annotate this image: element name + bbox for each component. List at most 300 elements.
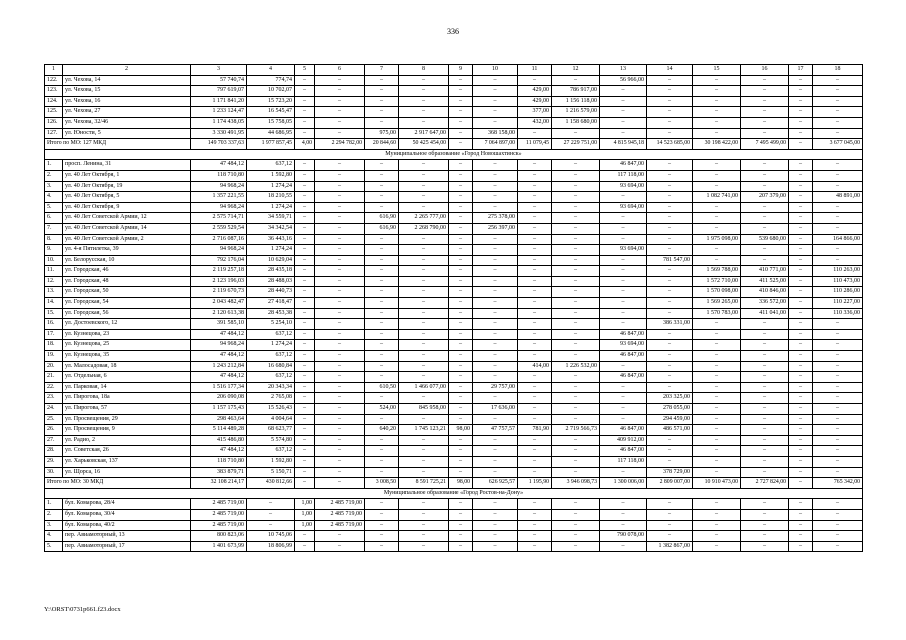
value-cell: – [741,96,789,107]
value-cell: – [295,170,315,181]
total-row [45,478,863,489]
column-number-cell: 16 [741,65,789,76]
value-cell: – [813,245,863,256]
value-cell: – [473,372,518,383]
value-cell: 47 484,12 [191,329,247,340]
value-cell: – [295,382,315,393]
value-cell: – [399,117,449,128]
value-cell: 15 526,43 [247,404,295,415]
value-cell: – [813,170,863,181]
column-number-cell: 1 [45,65,63,76]
value-cell: 20 343,34 [247,382,295,393]
value-cell: – [600,520,647,531]
row-number-cell: 17. [45,329,63,340]
value-cell: – [647,86,693,97]
value-cell: – [741,202,789,213]
value-cell: – [813,435,863,446]
value-cell: 432,00 [518,117,552,128]
value-cell: 275 378,00 [473,213,518,224]
table-row [45,541,863,552]
value-cell: – [741,160,789,171]
value-cell: – [518,170,552,181]
page-number: 336 [447,27,459,36]
value-cell: – [789,75,813,86]
value-cell: – [518,213,552,224]
value-cell: 47 484,12 [191,351,247,362]
value-cell: – [789,298,813,309]
value-cell: – [789,329,813,340]
value-cell: – [473,329,518,340]
value-cell: – [741,456,789,467]
value-cell: – [399,520,449,531]
value-cell: – [399,234,449,245]
value-cell: – [600,287,647,298]
value-cell: 117 118,00 [600,170,647,181]
value-cell: 118 710,80 [191,170,247,181]
value-cell: 539 680,00 [741,234,789,245]
value-cell: – [647,372,693,383]
value-cell: 1 975 098,00 [693,234,741,245]
value-cell: – [315,128,365,139]
address-cell: ул. 40 Лет Октября, 9 [63,202,191,213]
value-cell: 1 401 673,99 [191,541,247,552]
value-cell: – [365,117,399,128]
address-cell: ул. Чехова, 16 [63,96,191,107]
value-cell: 47 484,12 [191,446,247,457]
value-cell: – [789,541,813,552]
row-number-cell: 126. [45,117,63,128]
value-cell: – [295,128,315,139]
value-cell: – [647,435,693,446]
total-value-cell: 149 703 337,63 [191,139,247,150]
value-cell: – [315,340,365,351]
value-cell: – [741,117,789,128]
value-cell: 16 545,47 [247,107,295,118]
value-cell: – [449,96,473,107]
value-cell: – [552,266,600,277]
value-cell: – [813,128,863,139]
table-row [45,234,863,245]
value-cell: – [647,223,693,234]
value-cell: – [449,467,473,478]
value-cell: 2 268 790,00 [399,223,449,234]
row-number-cell: 4. [45,192,63,203]
address-cell: ул. Пирогова, 18а [63,393,191,404]
value-cell: 2 120 613,38 [191,308,247,319]
value-cell: – [600,255,647,266]
value-cell: – [295,160,315,171]
value-cell: 68 623,77 [247,425,295,436]
value-cell: 294 459,00 [647,414,693,425]
row-number-cell: 29. [45,456,63,467]
value-cell: – [600,308,647,319]
value-cell: – [600,213,647,224]
total-value-cell: 1 300 006,00 [600,478,647,489]
value-cell: 207 379,00 [741,192,789,203]
value-cell: – [473,467,518,478]
value-cell: – [693,170,741,181]
value-cell: – [399,509,449,520]
table-row [45,319,863,330]
value-cell: – [647,382,693,393]
value-cell: 1 158 680,00 [552,117,600,128]
value-cell: – [789,361,813,372]
value-cell: 94 968,24 [191,202,247,213]
value-cell: 637,12 [247,351,295,362]
value-cell: – [365,414,399,425]
value-cell: – [789,425,813,436]
value-cell: 637,12 [247,160,295,171]
value-cell: – [473,96,518,107]
value-cell: – [647,351,693,362]
value-cell: – [647,128,693,139]
value-cell: – [741,435,789,446]
value-cell: – [552,499,600,510]
value-cell: – [399,298,449,309]
column-number-cell: 18 [813,65,863,76]
value-cell: 16 680,84 [247,361,295,372]
value-cell: – [813,393,863,404]
value-cell: – [315,192,365,203]
total-value-cell: 7 064 897,00 [473,139,518,150]
table-row [45,298,863,309]
table-row [45,266,863,277]
address-cell: ул. 40 Лет Советской Армии, 2 [63,234,191,245]
value-cell: 5 574,80 [247,435,295,446]
value-cell: – [449,541,473,552]
value-cell: – [789,86,813,97]
value-cell: 2 485 719,00 [315,509,365,520]
table-row [45,382,863,393]
value-cell: – [789,393,813,404]
value-cell: – [789,520,813,531]
value-cell: – [789,499,813,510]
value-cell: – [473,266,518,277]
value-cell: – [315,266,365,277]
table-row [45,435,863,446]
value-cell: – [552,202,600,213]
value-cell: 278 055,00 [647,404,693,415]
value-cell: – [449,414,473,425]
value-cell: – [295,393,315,404]
value-cell: – [600,414,647,425]
value-cell: – [315,351,365,362]
column-number-cell: 5 [295,65,315,76]
total-value-cell: – [789,478,813,489]
row-number-cell: 9. [45,245,63,256]
value-cell: – [647,160,693,171]
value-cell: 94 968,24 [191,181,247,192]
column-number-cell: 6 [315,65,365,76]
value-cell: – [473,340,518,351]
value-cell: – [693,509,741,520]
value-cell: – [693,75,741,86]
address-cell: ул. Кузнецова, 23 [63,329,191,340]
table-row [45,245,863,256]
value-cell: – [647,308,693,319]
value-cell: – [449,86,473,97]
value-cell: – [813,329,863,340]
value-cell: – [552,404,600,415]
value-cell: – [315,298,365,309]
value-cell: – [365,446,399,457]
value-cell: 411 525,00 [741,276,789,287]
address-cell: ул. Чехова, 15 [63,86,191,97]
value-cell: – [518,160,552,171]
value-cell: – [813,499,863,510]
total-value-cell: 4 815 945,18 [600,139,647,150]
value-cell: – [518,223,552,234]
value-cell: – [741,467,789,478]
column-number-cell: 9 [449,65,473,76]
value-cell: 797 619,07 [191,86,247,97]
table-row [45,202,863,213]
total-row [45,139,863,150]
value-cell: 56 966,00 [600,75,647,86]
total-value-cell: 8 591 725,21 [399,478,449,489]
value-cell: – [552,192,600,203]
value-cell: 93 694,00 [600,181,647,192]
address-cell: ул. 40 Лет Октября, 19 [63,181,191,192]
address-cell: ул. Парковая, 14 [63,382,191,393]
value-cell: – [315,446,365,457]
value-cell: – [449,340,473,351]
value-cell: – [552,340,600,351]
total-value-cell: 430 812,66 [247,478,295,489]
value-cell: 336 572,00 [741,298,789,309]
row-number-cell: 13. [45,287,63,298]
total-value-cell: 3 946 098,73 [552,478,600,489]
value-cell: 4 004,64 [247,414,295,425]
column-number-cell: 12 [552,65,600,76]
value-cell: – [399,86,449,97]
value-cell: – [518,255,552,266]
value-cell: – [600,107,647,118]
value-cell: – [600,96,647,107]
value-cell: – [518,467,552,478]
value-cell: 1 274,24 [247,202,295,213]
table-row [45,160,863,171]
value-cell: – [365,393,399,404]
value-cell: – [365,202,399,213]
value-cell: – [315,86,365,97]
value-cell: – [693,86,741,97]
table-row [45,107,863,118]
value-cell: – [789,287,813,298]
value-cell: – [295,107,315,118]
value-cell: – [741,499,789,510]
table-row [45,393,863,404]
value-cell: – [315,393,365,404]
value-cell: – [647,520,693,531]
value-cell: – [449,319,473,330]
value-cell: 117 118,00 [600,456,647,467]
column-number-cell: 17 [789,65,813,76]
value-cell: – [789,456,813,467]
value-cell: – [315,372,365,383]
row-number-cell: 12. [45,276,63,287]
total-value-cell: 50 425 454,00 [399,139,449,150]
row-number-cell: 123. [45,86,63,97]
address-cell: ул. Просвещения, 9 [63,425,191,436]
value-cell: – [295,372,315,383]
value-cell: – [600,117,647,128]
value-cell: 2 119 257,18 [191,266,247,277]
column-number-cell: 11 [518,65,552,76]
value-cell: – [600,499,647,510]
value-cell: 429,00 [518,86,552,97]
value-cell: – [399,541,449,552]
row-number-cell: 23. [45,393,63,404]
address-cell: ул. Городская, 56 [63,308,191,319]
value-cell: – [315,425,365,436]
value-cell: – [741,393,789,404]
value-cell: – [552,446,600,457]
value-cell: – [600,298,647,309]
value-cell: – [473,531,518,542]
value-cell: 110 473,00 [813,276,863,287]
row-number-cell: 124. [45,96,63,107]
value-cell: 429,00 [518,96,552,107]
value-cell: 790 078,00 [600,531,647,542]
row-number-cell: 18. [45,340,63,351]
value-cell: – [813,520,863,531]
value-cell: 94 968,24 [191,340,247,351]
value-cell: – [552,170,600,181]
address-cell: ул. Радио, 2 [63,435,191,446]
address-cell: ул. Городская, 54 [63,298,191,309]
value-cell: – [552,393,600,404]
value-cell: – [552,308,600,319]
value-cell: – [315,531,365,542]
column-number-cell: 4 [247,65,295,76]
value-cell: 110 336,00 [813,308,863,319]
value-cell: – [518,319,552,330]
value-cell: – [647,117,693,128]
value-cell: 1,00 [295,509,315,520]
value-cell: – [295,541,315,552]
value-cell: – [365,467,399,478]
value-cell: – [647,276,693,287]
value-cell: 3 330 491,95 [191,128,247,139]
value-cell: – [518,456,552,467]
value-cell: – [295,467,315,478]
value-cell: 18 806,99 [247,541,295,552]
address-cell: ул. 40 Лет Советской Армии, 12 [63,213,191,224]
value-cell: 15 758,05 [247,117,295,128]
total-value-cell: 7 495 499,00 [741,139,789,150]
value-cell: – [741,425,789,436]
value-cell: – [473,107,518,118]
row-number-cell: 10. [45,255,63,266]
value-cell: – [399,181,449,192]
row-number-cell: 1. [45,499,63,510]
value-cell: – [600,404,647,415]
value-cell: 610,50 [365,382,399,393]
value-cell: 368 158,00 [473,128,518,139]
table-row [45,404,863,415]
value-cell: – [789,351,813,362]
value-cell: 781,90 [518,425,552,436]
value-cell: – [295,456,315,467]
value-cell: – [518,266,552,277]
value-cell: 28 435,18 [247,266,295,277]
value-cell: 1 156 118,00 [552,96,600,107]
municipality-section-row [45,149,863,160]
value-cell: 36 443,16 [247,234,295,245]
value-cell: – [365,192,399,203]
row-number-cell: 5. [45,541,63,552]
value-cell: – [315,319,365,330]
value-cell: 2 119 670,73 [191,287,247,298]
table-row [45,372,863,383]
address-cell: пер. Авиамоторный, 13 [63,531,191,542]
value-cell: 410 846,00 [741,287,789,298]
value-cell: 800 823,06 [191,531,247,542]
row-number-cell: 27. [45,435,63,446]
value-cell: – [399,107,449,118]
table-row [45,308,863,319]
value-cell: – [789,192,813,203]
value-cell: – [813,75,863,86]
value-cell: – [552,245,600,256]
value-cell: – [647,499,693,510]
value-cell: – [449,287,473,298]
value-cell: 1 357 221,55 [191,192,247,203]
value-cell: – [789,276,813,287]
value-cell: 298 463,64 [191,414,247,425]
value-cell: – [365,372,399,383]
value-cell: – [552,531,600,542]
value-cell: 1 082 741,00 [693,192,741,203]
row-number-cell: 8. [45,234,63,245]
value-cell: – [315,414,365,425]
value-cell: – [647,234,693,245]
total-label-cell: Итого по МО: 127 МКД [45,139,191,150]
row-number-cell: 2. [45,170,63,181]
value-cell: – [449,382,473,393]
value-cell: – [315,541,365,552]
value-cell: – [315,234,365,245]
value-cell: – [449,298,473,309]
value-cell: – [518,202,552,213]
value-cell: – [647,202,693,213]
value-cell: – [365,531,399,542]
value-cell: – [295,213,315,224]
value-cell: – [693,351,741,362]
value-cell: – [741,223,789,234]
value-cell: – [741,107,789,118]
value-cell: – [295,319,315,330]
value-cell: – [693,435,741,446]
value-cell: – [647,75,693,86]
total-value-cell: 20 844,60 [365,139,399,150]
table-row [45,467,863,478]
value-cell: – [693,456,741,467]
value-cell: – [449,192,473,203]
value-cell: – [315,181,365,192]
column-number-cell: 13 [600,65,647,76]
value-cell: – [247,509,295,520]
table-row [45,361,863,372]
value-cell: – [789,308,813,319]
value-cell: – [552,75,600,86]
value-cell: – [789,213,813,224]
value-cell: 383 879,71 [191,467,247,478]
total-value-cell: 32 108 214,17 [191,478,247,489]
value-cell: – [399,245,449,256]
value-cell: – [600,541,647,552]
